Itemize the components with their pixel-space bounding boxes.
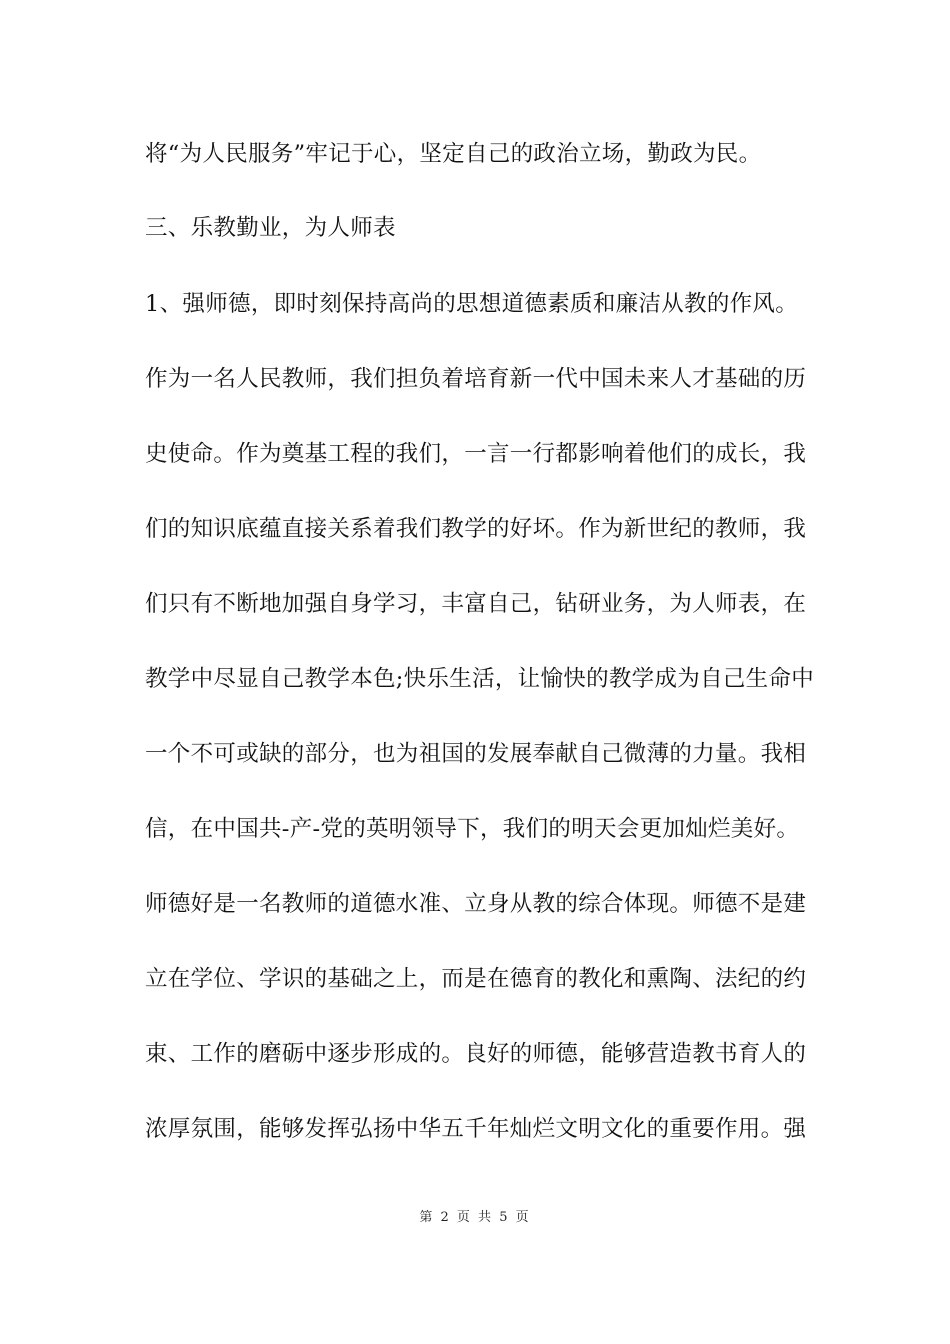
text-line: 一个不可或缺的部分，也为祖国的发展奉献自己微薄的力量。我相 (145, 741, 807, 767)
text-line: 们的知识底蕴直接关系着我们教学的好坏。作为新世纪的教师，我 (145, 516, 807, 542)
text-line: 史使命。作为奠基工程的我们，一言一行都影响着他们的成长，我 (145, 441, 807, 467)
text-line: 作为一名人民教师，我们担负着培育新一代中国未来人才基础的历 (145, 366, 807, 392)
text-line: 浓厚氛围，能够发挥弘扬中华五千年灿烂文明文化的重要作用。强 (145, 1116, 807, 1142)
text-line: 束、工作的磨砺中逐步形成的。良好的师德，能够营造教书育人的 (145, 1041, 807, 1067)
text-line: 师德好是一名教师的道德水准、立身从教的综合体现。师德不是建 (145, 891, 807, 917)
text-line: 将“为人民服务”牢记于心，坚定自己的政治立场，勤政为民。 (145, 141, 762, 167)
text-line: 们只有不断地加强自身学习，丰富自己，钻研业务，为人师表，在 (145, 591, 807, 617)
text-line: 1、强师德，即时刻保持高尚的思想道德素质和廉洁从教的作风。 (145, 291, 799, 317)
page-number-footer: 第 2 页 共 5 页 (419, 1210, 531, 1225)
text-line: 信，在中国共-产-党的英明领导下，我们的明天会更加灿烂美好。 (145, 816, 800, 842)
text-line: 立在学位、学识的基础之上，而是在德育的教化和熏陶、法纪的约 (145, 966, 807, 992)
text-line: 教学中尽显自己教学本色;快乐生活，让愉快的教学成为自己生命中 (145, 666, 815, 692)
section-heading: 三、乐教勤业，为人师表 (145, 215, 396, 241)
